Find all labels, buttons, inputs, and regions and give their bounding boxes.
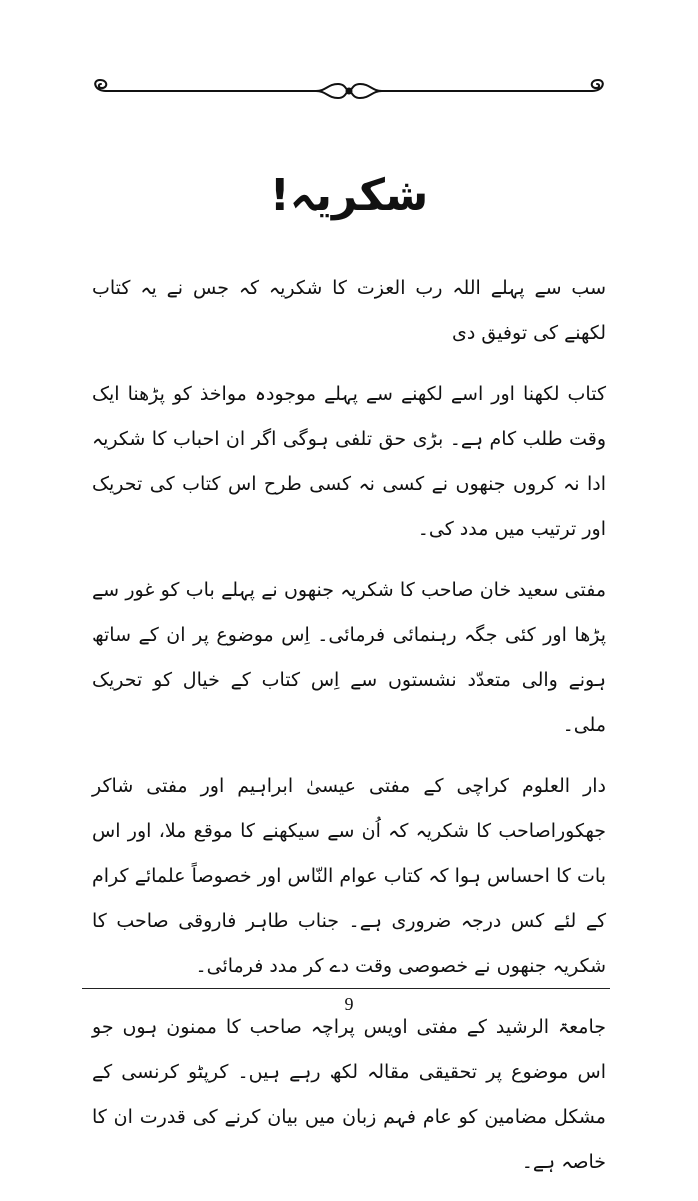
paragraph-3: مفتی سعید خان صاحب کا شکریہ جنھوں نے پہلے باب کو غور سے پڑھا اور کئی جگہ رہنمائی فرمائی۔ اِس موضوع پر ان کے ساتھ ہونے والی متعدّد نشستوں سے اِس کتاب کے خیال کو تحریک ملی۔ [92, 579, 606, 736]
header-ornament [88, 76, 610, 106]
page-number: 9 [344, 994, 354, 1014]
paragraph-4: دار العلوم کراچی کے مفتی عیسیٰ ابراہیم اور مفتی شاکر جھکوراصاحب کا شکریہ کہ اُن سے سیکھنے کا موقع ملا، اور اس بات کا احساس ہوا کہ کتاب عوام النّاس اور خصوصاً علمائے کرام کے لئے کس درجہ ضروری ہے۔ جناب طاہر فاروقی صاحب کا شکریہ جنھوں نے خصوصی وقت دے کر مدد فرمائی۔ [92, 775, 606, 977]
footer-divider [82, 988, 610, 989]
paragraph-1: سب سے پہلے اللہ رب العزت کا شکریہ کہ جس نے یہ کتاب لکھنے کی توفیق دی [92, 277, 606, 344]
page-title: شکریہ! [269, 170, 429, 221]
paragraph-2: کتاب لکھنا اور اسے لکھنے سے پہلے موجودہ مواخذ کو پڑھنا ایک وقت طلب کام ہے۔ بڑی حق تلفی ہوگی اگر ان احباب کا شکریہ ادا نہ کروں جنھوں نے کسی نہ کسی طرح اس کتاب کی تحریک اور ترتیب میں مدد کی۔ [92, 383, 606, 540]
body-text [92, 266, 606, 1201]
paragraph-5: جامعۃ الرشید کے مفتی اویس پراچہ صاحب کا ممنون ہوں جو اس موضوع پر تحقیقی مقالہ لکھ رہے ہیں۔ کرپٹو کرنسی کے مشکل مضامین کو عام فہم زبان میں بیان کرنے کی قدرت ان کا خاصہ ہے۔ [92, 1016, 606, 1173]
